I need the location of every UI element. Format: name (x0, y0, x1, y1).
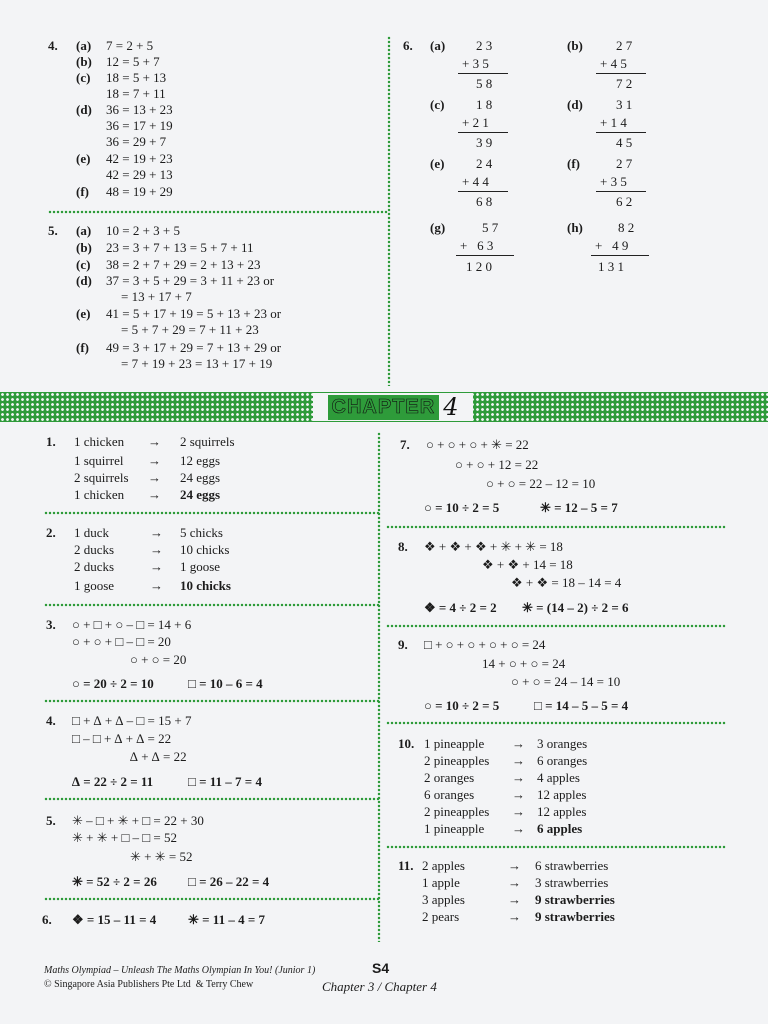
result-line: □ = 14 – 5 – 5 = 4 (534, 698, 629, 713)
answer-line: 36 = 17 + 19 (106, 118, 173, 133)
item-left: 1 chicken (74, 487, 125, 502)
item-right: 9 strawberries (535, 909, 615, 924)
item-left: 1 pineapple (424, 821, 485, 836)
part-label: (b) (76, 54, 92, 69)
sum-rule (596, 132, 646, 133)
q-number: 5. (46, 813, 56, 828)
addend: + 1 4 (600, 115, 627, 130)
sum: 4 5 (616, 135, 633, 150)
addend: + 2 1 (462, 115, 489, 130)
section-divider (44, 797, 380, 801)
sum-rule (458, 73, 508, 74)
part-label: (a) (76, 38, 92, 53)
part-label: (c) (76, 70, 91, 85)
answer-line: 42 = 29 + 13 (106, 167, 173, 182)
item-right: 12 eggs (180, 453, 221, 468)
part-label: (d) (76, 273, 92, 288)
addend: + 3 5 (600, 174, 627, 189)
arrow: → (508, 909, 521, 924)
q-number: 6. (403, 38, 413, 53)
part-label: (d) (76, 102, 92, 117)
item-right: 1 goose (180, 559, 221, 574)
sum: 6 2 (616, 194, 633, 209)
book-title: Maths Olympiad – Unleash The Maths Olympian In You! (Junior 1) (44, 965, 316, 976)
section-divider (48, 210, 388, 214)
result-line: ∆ = 22 ÷ 2 = 11 (72, 774, 154, 789)
q-number: 6. (42, 912, 52, 927)
addend: 2 7 (616, 38, 633, 53)
answer-line: 37 = 3 + 5 + 29 = 3 + 11 + 23 or (106, 273, 275, 288)
equation-line: ✳ + ✳ + □ – □ = 52 (72, 830, 177, 845)
arrow: → (512, 821, 525, 836)
result-line: ✳ = (14 – 2) ÷ 2 = 6 (522, 600, 629, 615)
item-left: 3 apples (422, 892, 465, 907)
item-right: 5 chicks (180, 525, 223, 540)
section-divider (386, 721, 726, 725)
equation-line: 14 + ○ + ○ = 24 (482, 656, 566, 671)
addend: 8 2 (618, 220, 635, 235)
section-divider (44, 511, 380, 515)
item-right: 3 strawberries (535, 875, 609, 890)
answer-line: 38 = 2 + 7 + 29 = 2 + 13 + 23 (106, 257, 261, 272)
answer-line: 36 = 29 + 7 (106, 134, 167, 149)
item-left: 1 apple (422, 875, 460, 890)
equation-line: ∆ + ∆ = 22 (130, 749, 187, 764)
chapter-reference: Chapter 3 / Chapter 4 (322, 979, 437, 994)
item-left: 2 pineapples (424, 804, 490, 819)
copyright: © Singapore Asia Publishers Pte Ltd & Terry Chew (44, 979, 254, 990)
item-right: 10 chicks (180, 542, 230, 557)
part-label: (e) (76, 151, 91, 166)
part-label: (h) (567, 220, 583, 235)
arrow: → (150, 578, 163, 593)
result-line: □ = 11 – 7 = 4 (188, 774, 262, 789)
section-divider (386, 525, 726, 529)
page-number: S4 (372, 960, 390, 976)
q-number: 3. (46, 617, 56, 632)
item-right: 24 eggs (180, 470, 221, 485)
item-left: 2 apples (422, 858, 465, 873)
result-line: ○ = 10 ÷ 2 = 5 (424, 500, 500, 515)
addend: 3 1 (616, 97, 633, 112)
q-number: 7. (400, 437, 410, 452)
item-right: 24 eggs (180, 487, 221, 502)
equation-line: ○ + ○ = 22 – 12 = 10 (486, 476, 596, 491)
equation-line: ○ + ○ = 20 (130, 652, 187, 667)
answer-line: 18 = 7 + 11 (106, 86, 166, 101)
part-label: (a) (76, 223, 92, 238)
sum-rule (591, 255, 649, 256)
item-right: 9 strawberries (535, 892, 615, 907)
item-left: 1 chicken (74, 434, 125, 449)
arrow: → (148, 470, 161, 485)
item-left: 1 pineapple (424, 736, 485, 751)
result-line: ❖ = 15 – 11 = 4 (72, 912, 157, 927)
item-right: 12 apples (537, 787, 587, 802)
item-left: 2 ducks (74, 542, 115, 557)
section-divider (44, 699, 380, 703)
chapter-heading (313, 393, 473, 421)
result-line: ✳ = 12 – 5 = 7 (540, 500, 618, 515)
arrow: → (508, 892, 521, 907)
addend: 2 3 (476, 38, 493, 53)
sum-rule (458, 191, 508, 192)
answer-line: 23 = 3 + 7 + 13 = 5 + 7 + 11 (106, 240, 254, 255)
part-label: (a) (430, 38, 446, 53)
equation-line: ✳ – □ + ✳ + □ = 22 + 30 (72, 813, 204, 828)
chapter-word: CHAPTER (328, 395, 440, 420)
item-left: 2 oranges (424, 770, 475, 785)
addend: + 4 4 (462, 174, 489, 189)
equation-line: ✳ + ✳ = 52 (130, 849, 193, 864)
sum: 6 8 (476, 194, 493, 209)
result-line: ❖ = 4 ÷ 2 = 2 (424, 600, 497, 615)
column-divider (377, 432, 381, 942)
equation-line: ❖ + ❖ = 18 – 14 = 4 (511, 575, 622, 590)
item-right: 6 apples (537, 821, 583, 836)
addend: + 4 9 (595, 238, 629, 253)
equation-line: ❖ + ❖ + ❖ + ✳ + ✳ = 18 (424, 539, 563, 554)
addend: 2 7 (616, 156, 633, 171)
arrow: → (150, 525, 163, 540)
part-label: (e) (430, 156, 445, 171)
item-left: 6 oranges (424, 787, 475, 802)
answer-line: 18 = 5 + 13 (106, 70, 167, 85)
arrow: → (512, 736, 525, 751)
item-left: 2 pears (422, 909, 460, 924)
q-number: 1. (46, 434, 56, 449)
part-label: (c) (76, 257, 91, 272)
part-label: (e) (76, 306, 91, 321)
arrow: → (512, 753, 525, 768)
answer-line: = 13 + 17 + 7 (121, 289, 192, 304)
sum: 1 2 0 (466, 259, 492, 274)
q-number: 4. (48, 38, 58, 53)
item-left: 1 goose (74, 578, 115, 593)
sum: 1 3 1 (598, 259, 624, 274)
result-line: ✳ = 52 ÷ 2 = 26 (72, 874, 157, 889)
sum-rule (456, 255, 514, 256)
sum: 3 9 (476, 135, 493, 150)
part-label: (b) (76, 240, 92, 255)
equation-line: ○ + ○ + 12 = 22 (455, 457, 539, 472)
addend: 5 7 (482, 220, 499, 235)
addend: 2 4 (476, 156, 493, 171)
addend: + 6 3 (460, 238, 494, 253)
item-left: 1 squirrel (74, 453, 124, 468)
addend: + 3 5 (462, 56, 489, 71)
item-right: 4 apples (537, 770, 580, 785)
answer-line: 36 = 13 + 23 (106, 102, 173, 117)
answer-line: 41 = 5 + 17 + 19 = 5 + 13 + 23 or (106, 306, 282, 321)
item-right: 10 chicks (180, 578, 231, 593)
answer-line: = 7 + 19 + 23 = 13 + 17 + 19 (121, 356, 273, 371)
sum-rule (596, 191, 646, 192)
result-line: ○ = 10 ÷ 2 = 5 (424, 698, 500, 713)
item-left: 2 ducks (74, 559, 115, 574)
chapter-number: 4 (443, 393, 459, 421)
item-right: 6 strawberries (535, 858, 609, 873)
arrow: → (148, 487, 161, 502)
result-line: ✳ = 11 – 4 = 7 (188, 912, 265, 927)
sum-rule (596, 73, 646, 74)
answer-line: 7 = 2 + 5 (106, 38, 154, 53)
section-divider (44, 603, 380, 607)
arrow: → (512, 770, 525, 785)
q-number: 8. (398, 539, 408, 554)
item-left: 2 pineapples (424, 753, 490, 768)
equation-line: ○ + ○ + ○ + ✳ = 22 (426, 437, 529, 452)
section-divider (386, 624, 726, 628)
part-label: (b) (567, 38, 583, 53)
item-right: 3 oranges (537, 736, 588, 751)
result-line: ○ = 20 ÷ 2 = 10 (72, 676, 154, 691)
sum-rule (458, 132, 508, 133)
answer-line: 49 = 3 + 17 + 29 = 7 + 13 + 29 or (106, 340, 282, 355)
equation-line: ○ + □ + ○ – □ = 14 + 6 (72, 617, 192, 632)
q-number: 2. (46, 525, 56, 540)
equation-line: ○ + ○ + □ – □ = 20 (72, 634, 171, 649)
part-label: (g) (430, 220, 446, 235)
result-line: □ = 26 – 22 = 4 (188, 874, 270, 889)
q-number: 9. (398, 637, 408, 652)
arrow: → (508, 858, 521, 873)
item-right: 12 apples (537, 804, 587, 819)
part-label: (c) (430, 97, 445, 112)
q-number: 4. (46, 713, 56, 728)
arrow: → (150, 559, 163, 574)
answer-line: 10 = 2 + 3 + 5 (106, 223, 180, 238)
equation-line: ○ + ○ = 24 – 14 = 10 (511, 674, 621, 689)
sum: 5 8 (476, 76, 493, 91)
q-number: 11. (398, 858, 414, 873)
equation-line: □ + ○ + ○ + ○ + ○ = 24 (424, 637, 546, 652)
section-divider (386, 845, 726, 849)
arrow: → (508, 875, 521, 890)
part-label: (f) (76, 184, 89, 199)
equation-line: ❖ + ❖ + 14 = 18 (482, 557, 573, 572)
q-number: 5. (48, 223, 58, 238)
arrow: → (150, 542, 163, 557)
equation-line: □ + ∆ + ∆ – □ = 15 + 7 (72, 713, 192, 728)
answer-line: 48 = 19 + 29 (106, 184, 173, 199)
sum: 7 2 (616, 76, 633, 91)
answer-line: = 5 + 7 + 29 = 7 + 11 + 23 (121, 322, 259, 337)
answer-line: 42 = 19 + 23 (106, 151, 173, 166)
item-left: 1 duck (74, 525, 110, 540)
section-divider (44, 897, 380, 901)
item-left: 2 squirrels (74, 470, 129, 485)
column-divider (387, 36, 391, 386)
result-line: □ = 10 – 6 = 4 (188, 676, 263, 691)
part-label: (f) (76, 340, 89, 355)
item-right: 2 squirrels (180, 434, 235, 449)
arrow: → (512, 804, 525, 819)
arrow: → (512, 787, 525, 802)
arrow: → (148, 434, 161, 449)
part-label: (f) (567, 156, 580, 171)
addend: 1 8 (476, 97, 493, 112)
item-right: 6 oranges (537, 753, 588, 768)
equation-line: □ – □ + ∆ + ∆ = 22 (72, 731, 172, 746)
addend: + 4 5 (600, 56, 627, 71)
arrow: → (148, 453, 161, 468)
answer-line: 12 = 5 + 7 (106, 54, 160, 69)
part-label: (d) (567, 97, 583, 112)
q-number: 10. (398, 736, 415, 751)
